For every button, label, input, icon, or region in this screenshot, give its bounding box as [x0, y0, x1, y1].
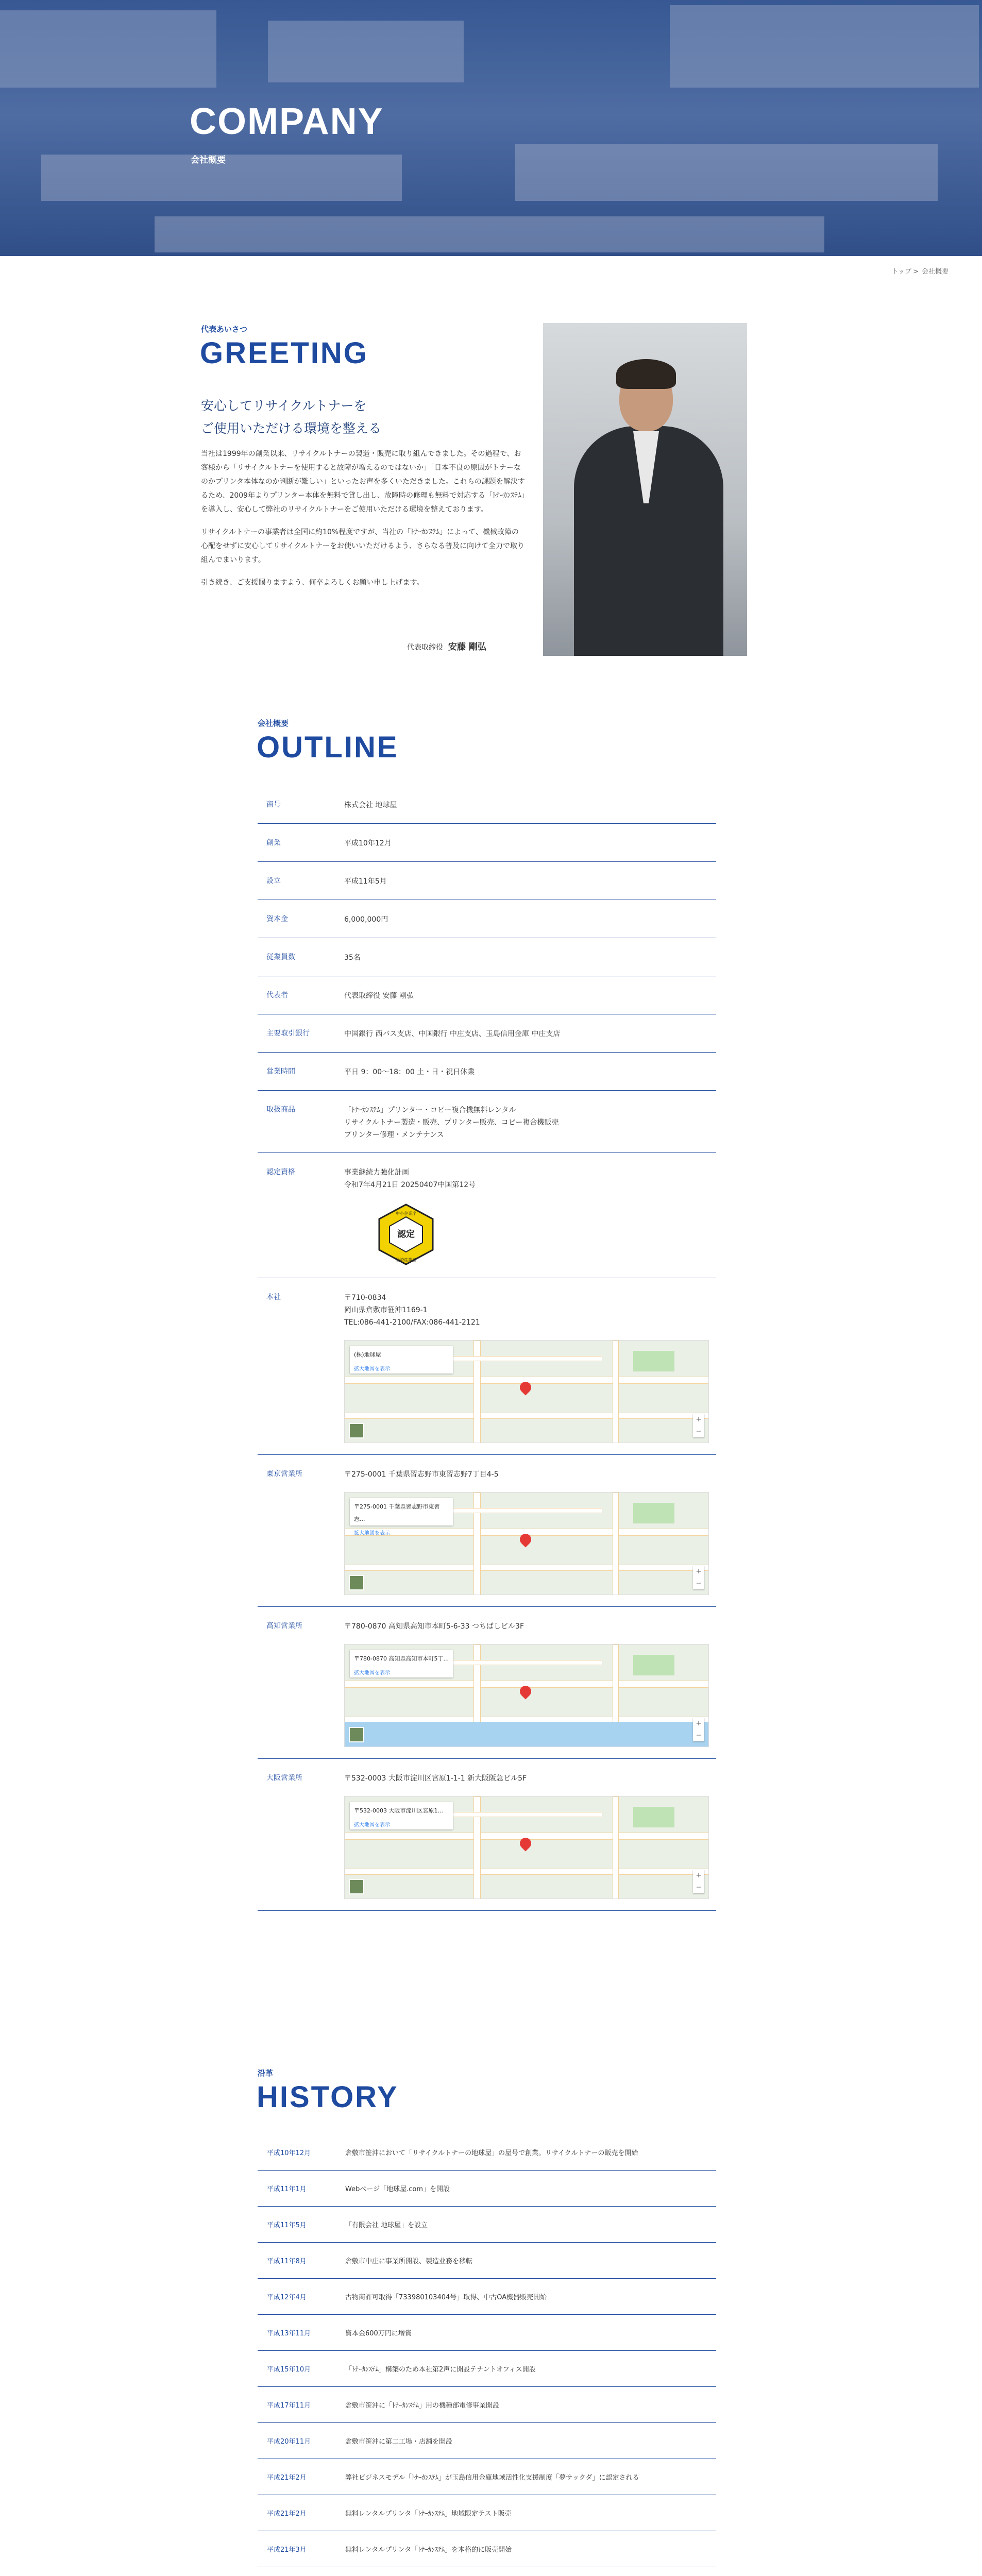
outline-row-key: 従業員数: [266, 953, 295, 961]
outline-value-line: 35名: [344, 954, 361, 962]
history-date: 平成11年8月: [267, 2258, 307, 2265]
greeting-paragraph: リサイクルトナーの事業者は全国に約10%程度ですが、当社の「ﾄﾅｰｶﾝｽﾃﾑ」によって、機械故障の心配をせずに安心してリサイクルトナーをお使いいただけるよう、さらなる普及に向けて全力で取り組んでまいります。: [201, 528, 525, 564]
office-row-value: [336, 1278, 716, 1454]
history-date: 平成20年11月: [267, 2438, 311, 2446]
outline-row-key: 主要取引銀行: [266, 1029, 310, 1038]
history-date: 平成21年2月: [267, 2510, 307, 2518]
google-map[interactable]: [344, 1796, 709, 1899]
office-value-line: TEL:086-441-2100/FAX:086-441-2121: [344, 1318, 480, 1327]
outline-row-value: [336, 862, 716, 900]
history-text: 無料レンタルプリンタ「ﾄﾅｰｶﾝｽﾃﾑ」を本格的に販売開始: [345, 2546, 512, 2554]
breadcrumb-home-link[interactable]: トップ: [891, 268, 912, 276]
office-value-line: 〒780-0870 高知県高知市本町5-6-33 つちばしビル3F: [344, 1622, 524, 1631]
outline-row: [258, 786, 716, 824]
history-text: Webページ「地球屋.com」を開設: [345, 2185, 450, 2193]
outline-row-key: 認定資格: [266, 1168, 295, 1176]
breadcrumb-current: 会社概要: [921, 268, 949, 276]
outline-value-line: 事業継続力強化計画: [344, 1168, 409, 1177]
office-value-line: 〒710-0834: [344, 1294, 386, 1302]
badge-mid: 認定: [397, 1229, 415, 1240]
map-enlarge-link[interactable]: 拡大地図を表示: [354, 1366, 390, 1372]
google-map[interactable]: [344, 1644, 709, 1747]
outline-value-line: 平成11年5月: [344, 877, 387, 886]
office-value-line: 岡山県倉敷市笹沖1169-1: [344, 1306, 428, 1314]
outline-table: [258, 786, 716, 1911]
greeting-lead: [201, 395, 520, 440]
outline-row: [258, 1014, 716, 1053]
office-value-line: 〒532-0003 大阪市淀川区宮原1-1-1 新大阪阪急ビル5F: [344, 1774, 527, 1783]
office-row: [258, 1278, 716, 1455]
history-date: 平成17年11月: [267, 2402, 311, 2410]
outline-row-value: [336, 976, 716, 1014]
outline-row: [258, 1153, 716, 1278]
office-row-key: 大阪営業所: [266, 1774, 302, 1782]
outline-value-line: プリンター修理・メンテナンス: [344, 1131, 444, 1139]
hero-banner: [0, 0, 982, 256]
history-date: 平成21年3月: [267, 2546, 307, 2554]
map-enlarge-link[interactable]: 拡大地図を表示: [354, 1822, 390, 1828]
office-row-value: [336, 1455, 716, 1606]
map-info-card: [350, 1802, 453, 1829]
breadcrumb: [891, 266, 950, 276]
map-zoom-control[interactable]: + −: [693, 1718, 704, 1741]
office-row: [258, 1759, 716, 1911]
map-zoom-control[interactable]: + −: [693, 1870, 704, 1893]
outline-row-key: 商号: [266, 801, 281, 809]
history-date: 平成10年12月: [267, 2149, 311, 2157]
history-text: 弊社ビジネスモデル「ﾄﾅｰｶﾝｽﾃﾑ」が玉島信用金庫地域活性化支援制度「夢サックダ」に認定される: [345, 2474, 639, 2482]
history-table: [258, 2134, 716, 2576]
outline-value-line: 平成10年12月: [344, 839, 392, 848]
history-text: 倉敷市笹沖に第二工場・店舗を開設: [345, 2438, 453, 2446]
outline-row: [258, 900, 716, 938]
map-info-card: [350, 1346, 453, 1374]
history-title: HISTORY: [257, 2080, 399, 2114]
map-zoom-control[interactable]: + −: [693, 1566, 704, 1589]
history-row: [258, 2531, 716, 2567]
office-row: [258, 1455, 716, 1607]
map-enlarge-link[interactable]: 拡大地図を表示: [354, 1531, 390, 1536]
history-label: 沿革: [258, 2069, 274, 2078]
map-place-title: 〒275-0001 千葉県習志野市東習志...: [354, 1503, 440, 1522]
greeting-title: GREETING: [200, 336, 368, 370]
history-text: 古物商許可取得「733980103404号」取得、中古OA機器販売開始: [345, 2294, 547, 2301]
greeting-body: [201, 447, 526, 599]
outline-value-line: 令和7年4月21日 20250407中国第12号: [344, 1181, 476, 1189]
history-date: 平成15年10月: [267, 2366, 311, 2374]
outline-row-value: [336, 824, 716, 861]
outline-row-value: [336, 900, 716, 938]
office-row-key: 高知営業所: [266, 1622, 302, 1630]
history-row: [258, 2351, 716, 2387]
history-row: [258, 2459, 716, 2495]
outline-row-value: [336, 1053, 716, 1090]
outline-row-key: 取扱商品: [266, 1106, 295, 1114]
ceo-portrait: [543, 323, 747, 656]
outline-row: [258, 1091, 716, 1153]
history-date: 平成11年5月: [267, 2222, 307, 2229]
outline-title: OUTLINE: [257, 731, 399, 764]
outline-row-value: [336, 1153, 716, 1278]
history-text: 無料レンタルプリンタ「ﾄﾅｰｶﾝｽﾃﾑ」地域限定テスト販売: [345, 2510, 512, 2518]
history-date: 平成13年11月: [267, 2330, 311, 2337]
outline-row-key: 営業時間: [266, 1067, 295, 1076]
history-text: 「ﾄﾅｰｶﾝｽﾃﾑ」構築のため本社第2声に開設テナントオフィス開設: [345, 2366, 536, 2374]
office-row: [258, 1607, 716, 1759]
signature-name: 安藤 剛弘: [448, 642, 486, 652]
history-row: [258, 2134, 716, 2171]
history-text: 資本金600万円に増資: [345, 2330, 412, 2337]
greeting-paragraph: 当社は1999年の創業以来、リサイクルトナーの製造・販売に取り組んできました。その過程で、お客様から「リサイクルトナーを使用すると故障が増えるのではないか」「日本不良の原因がトナーなのかプリンタ本体なのか判断が難しい」といったお声を多くいただきました。これらの課題を解決するため、2009年よりプリンター本体を無料で貸し出し、故障時の修理も無料で対応する「ﾄﾅｰｶﾝｽﾃﾑ」を導入し、安心して弊社のリサイクルトナーをご使用いただける環境を整えております。: [201, 450, 525, 514]
office-row-key: 東京営業所: [266, 1470, 302, 1478]
history-row: [258, 2243, 716, 2279]
map-enlarge-link[interactable]: 拡大地図を表示: [354, 1670, 390, 1676]
map-info-card: [350, 1498, 453, 1536]
outline-row: [258, 976, 716, 1014]
badge-top: 中小企業庁: [396, 1211, 416, 1216]
outline-value-line: 平日 9：00〜18：00 土・日・祝日休業: [344, 1068, 475, 1076]
office-row-value: [336, 1759, 716, 1910]
outline-value-line: 中国銀行 西バス支店、中国銀行 中庄支店、玉島信用金庫 中庄支店: [344, 1030, 561, 1038]
outline-row-key: 設立: [266, 877, 281, 885]
history-row: [258, 2315, 716, 2351]
office-row-value: [336, 1607, 716, 1758]
history-row: [258, 2207, 716, 2243]
greeting-paragraph: 引き続き、ご支援賜りますよう、何卒よろしくお願い申し上げます。: [201, 579, 424, 587]
map-zoom-control[interactable]: + −: [693, 1414, 704, 1437]
map-satellite-toggle[interactable]: [349, 1575, 364, 1590]
hero-title: COMPANY: [190, 101, 384, 142]
history-text: 倉敷市笹沖において「リサイクルトナーの地球屋」の屋号で創業。リサイクルトナーの販売を開始: [345, 2149, 638, 2157]
greeting-signature: [407, 639, 486, 652]
history-text: 「有限会社 地球屋」を設立: [345, 2222, 428, 2229]
outline-row: [258, 862, 716, 900]
history-row: [258, 2567, 716, 2576]
outline-row: [258, 938, 716, 976]
map-info-card: [350, 1650, 453, 1677]
outline-label: 会社概要: [258, 719, 289, 728]
map-satellite-toggle[interactable]: [349, 1423, 364, 1438]
outline-value-line: 「ﾄﾅｰｶﾝｽﾃﾑ」プリンター・コピー複合機無料レンタル: [344, 1106, 516, 1114]
outline-value-line: 代表取締役 安藤 剛弘: [344, 992, 414, 1000]
history-text: 倉敷市中庄に事業所開設、製造业務を移転: [345, 2258, 473, 2265]
map-place-title: (株)地球屋: [354, 1351, 381, 1358]
outline-row-value: [336, 1014, 716, 1052]
office-value-line: 〒275-0001 千葉県習志野市東習志野7丁目4-5: [344, 1470, 499, 1479]
history-row: [258, 2279, 716, 2315]
history-date: 平成21年2月: [267, 2474, 307, 2482]
signature-role: 代表取締役: [407, 643, 443, 652]
google-map[interactable]: [344, 1492, 709, 1595]
google-map[interactable]: [344, 1340, 709, 1443]
greeting-label: 代表あいさつ: [201, 325, 248, 334]
history-row: [258, 2495, 716, 2531]
office-row-key: 本社: [266, 1293, 281, 1301]
outline-value-line: 6,000,000円: [344, 916, 388, 924]
history-text: 倉敷市笹沖に「ﾄﾅｰｶﾝｽﾃﾑ」用の機種部電修事業開設: [345, 2402, 500, 2410]
outline-row: [258, 824, 716, 862]
history-row: [258, 2387, 716, 2423]
outline-row: [258, 1053, 716, 1091]
outline-row-key: 代表者: [266, 991, 288, 999]
certification-badge-icon: [375, 1202, 437, 1266]
outline-row-key: 資本金: [266, 915, 288, 923]
outline-value-line: 株式会社 地球屋: [344, 801, 397, 809]
map-place-title: 〒780-0870 高知県高知市本町5丁...: [354, 1655, 449, 1662]
breadcrumb-separator: >: [913, 268, 919, 276]
outline-value-line: リサイクルトナー製造・販売、プリンター販売、コピー複合機販売: [344, 1118, 559, 1127]
badge-bottom: 経済産業省: [396, 1258, 416, 1262]
map-satellite-toggle[interactable]: [349, 1727, 364, 1742]
map-place-title: 〒532-0003 大阪市淀川区宮原1...: [354, 1807, 443, 1814]
greeting-lead-line: ご使用いただける環境を整える: [201, 421, 382, 436]
map-satellite-toggle[interactable]: [349, 1879, 364, 1894]
history-row: [258, 2171, 716, 2207]
outline-row-value: [336, 1091, 716, 1153]
greeting-lead-line: 安心してリサイクルトナーを: [201, 398, 367, 413]
history-row: [258, 2423, 716, 2459]
history-date: 平成11年1月: [267, 2185, 307, 2193]
history-date: 平成12年4月: [267, 2294, 307, 2301]
outline-row-value: [336, 786, 716, 823]
hero-subtitle: 会社概要: [191, 155, 226, 165]
outline-row-value: [336, 938, 716, 976]
outline-row-key: 創業: [266, 839, 281, 847]
